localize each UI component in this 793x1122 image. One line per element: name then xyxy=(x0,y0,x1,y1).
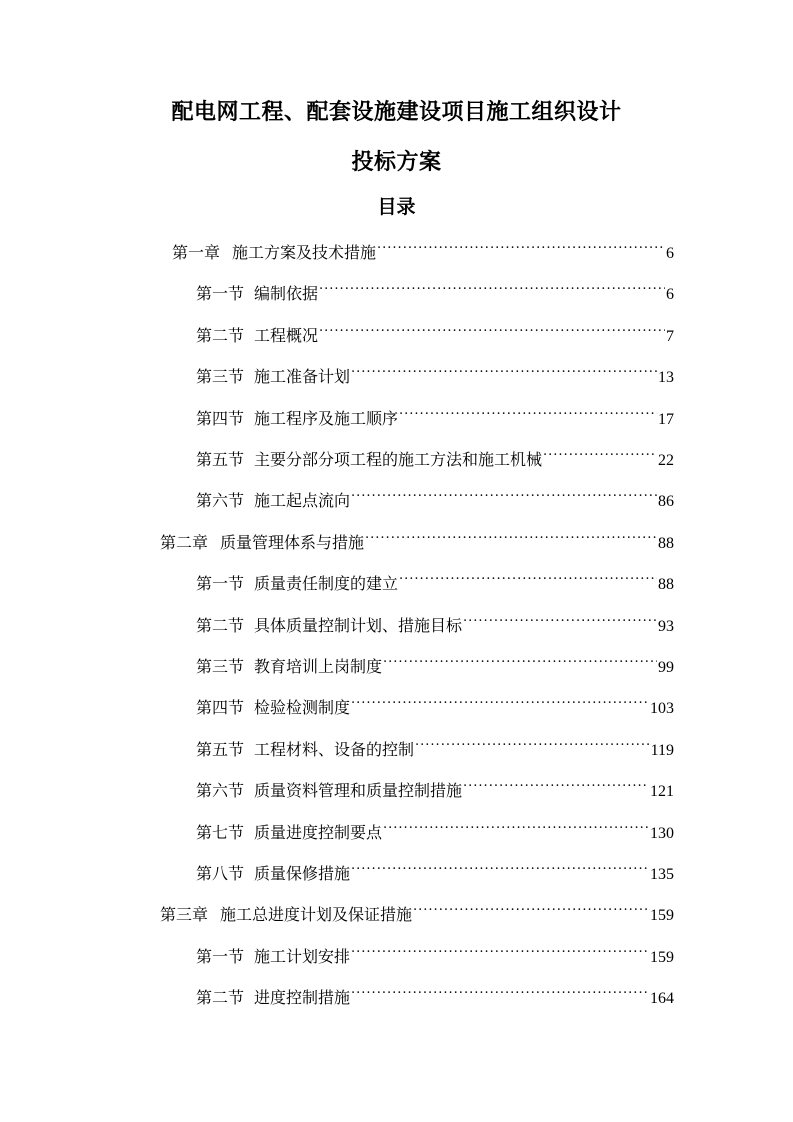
toc-entry-number: 第三章 xyxy=(160,905,209,925)
toc-page-number: 159 xyxy=(650,907,674,925)
toc-entry-number: 第五节 xyxy=(196,739,245,759)
toc-page-number: 121 xyxy=(650,783,674,801)
document-title: 配电网工程、配套设施建设项目施工组织设计 xyxy=(171,100,622,125)
toc-section-entry[interactable] xyxy=(196,435,674,469)
toc-page-number: 86 xyxy=(658,493,674,511)
toc-entry-number: 第一节 xyxy=(196,284,245,304)
toc-entry-number: 第六节 xyxy=(196,491,245,511)
toc-dot-leader xyxy=(413,890,649,920)
toc-entry-number: 第三节 xyxy=(196,657,245,676)
toc-entry-number: 第八节 xyxy=(196,864,245,883)
toc-entry-title: 具体质量控制计划、措施目标 xyxy=(254,615,463,635)
toc-chapter-entry[interactable] xyxy=(160,518,674,552)
toc-page-number: 135 xyxy=(650,866,674,883)
toc-dot-leader xyxy=(351,476,657,506)
toc-entry-number: 第四节 xyxy=(196,698,245,718)
toc-page-number: 99 xyxy=(658,659,674,676)
toc-entry-title: 主要分部分项工程的施工方法和施工机械 xyxy=(254,450,543,469)
toc-section-entry[interactable] xyxy=(196,849,674,883)
toc-entry-title: 质量进度控制要点 xyxy=(254,822,383,842)
toc-dot-leader xyxy=(351,973,649,1003)
toc-entry-title: 编制依据 xyxy=(254,284,319,304)
toc-dot-leader xyxy=(463,601,657,631)
toc-section-entry[interactable] xyxy=(196,601,674,635)
toc-section-entry[interactable] xyxy=(196,932,674,966)
toc-entry-title: 质量资料管理和质量控制措施 xyxy=(254,781,463,801)
toc-page-number: 88 xyxy=(658,534,674,552)
toc-entry-number: 第一章 xyxy=(172,243,221,262)
toc-page-number: 13 xyxy=(658,369,674,387)
toc-section-entry[interactable] xyxy=(196,808,674,842)
toc-dot-leader xyxy=(319,311,665,341)
toc-entry-number: 第二节 xyxy=(196,325,245,345)
toc-dot-leader xyxy=(351,352,657,382)
toc-page-number: 7 xyxy=(666,327,674,345)
document-subtitle: 投标方案 xyxy=(351,150,442,175)
toc-dot-leader xyxy=(383,808,649,838)
toc-page-number: 130 xyxy=(650,824,674,842)
toc-dot-leader xyxy=(543,435,657,465)
toc-entry-number: 第三节 xyxy=(196,367,245,387)
toc-chapter-entry[interactable] xyxy=(172,228,674,262)
toc-entry-title: 施工程序及施工顺序 xyxy=(254,408,399,428)
toc-entry-title: 质量保修措施 xyxy=(254,864,351,883)
toc-section-entry[interactable] xyxy=(196,352,674,387)
toc-page-number: 93 xyxy=(658,617,674,635)
toc-entry-number: 第四节 xyxy=(196,408,245,428)
toc-entry-number: 第五节 xyxy=(196,450,245,469)
toc-page-number: 159 xyxy=(650,948,674,966)
toc-section-entry[interactable] xyxy=(196,394,674,428)
toc-entry-title: 施工计划安排 xyxy=(254,946,351,966)
toc-entry-number: 第二节 xyxy=(196,988,245,1008)
toc-section-entry[interactable] xyxy=(196,973,674,1008)
toc-dot-leader xyxy=(319,269,665,299)
toc-entry-title: 检验检测制度 xyxy=(254,698,351,718)
toc-entry-number: 第一节 xyxy=(196,946,245,966)
toc-dot-leader xyxy=(399,394,657,424)
toc-page-number: 6 xyxy=(666,245,674,262)
toc-section-entry[interactable] xyxy=(196,311,674,345)
toc-dot-leader xyxy=(383,642,657,672)
toc-entry-title: 质量管理体系与措施 xyxy=(220,532,365,552)
toc-entry-title: 工程材料、设备的控制 xyxy=(254,739,415,759)
toc-section-entry[interactable] xyxy=(196,766,674,801)
toc-page-number: 6 xyxy=(666,286,674,304)
toc-page-number: 17 xyxy=(658,410,674,428)
toc-page-number: 119 xyxy=(650,741,674,759)
toc-entry-number: 第二节 xyxy=(196,615,245,635)
toc-entry-title: 施工方案及技术措施 xyxy=(232,243,377,262)
toc-section-entry[interactable] xyxy=(196,476,674,511)
toc-entry-title: 进度控制措施 xyxy=(254,988,351,1008)
toc-entry-number: 第七节 xyxy=(196,822,245,842)
toc-page-number: 164 xyxy=(650,990,674,1008)
toc-entry-title: 教育培训上岗制度 xyxy=(254,657,383,676)
toc-entry-number: 第一节 xyxy=(196,574,245,594)
toc-section-entry[interactable] xyxy=(196,269,674,304)
toc-page-number: 22 xyxy=(658,452,674,469)
toc-dot-leader xyxy=(351,849,649,879)
toc-entry-title: 施工总进度计划及保证措施 xyxy=(220,905,413,925)
toc-dot-leader xyxy=(463,766,649,796)
toc-entry-title: 工程概况 xyxy=(254,325,319,345)
toc-dot-leader xyxy=(377,228,665,258)
toc-section-entry[interactable] xyxy=(196,725,674,759)
toc-chapter-entry[interactable] xyxy=(160,890,674,925)
toc-entry-title: 施工准备计划 xyxy=(254,367,351,387)
toc-dot-leader xyxy=(365,518,657,548)
toc-section-entry[interactable] xyxy=(196,559,674,594)
toc-heading: 目录 xyxy=(377,196,416,218)
toc-entry-title: 施工起点流向 xyxy=(254,491,351,511)
toc-dot-leader xyxy=(415,725,650,755)
toc-page-number: 88 xyxy=(658,576,674,594)
toc-dot-leader xyxy=(351,932,649,962)
toc-entry-title: 质量责任制度的建立 xyxy=(254,574,399,594)
toc-entry-number: 第二章 xyxy=(160,532,209,552)
toc-section-entry[interactable] xyxy=(196,642,674,676)
toc-dot-leader xyxy=(399,559,657,589)
toc-section-entry[interactable] xyxy=(196,683,674,718)
toc-dot-leader xyxy=(351,683,649,713)
toc-page-number: 103 xyxy=(650,700,674,718)
toc-entry-number: 第六节 xyxy=(196,781,245,801)
